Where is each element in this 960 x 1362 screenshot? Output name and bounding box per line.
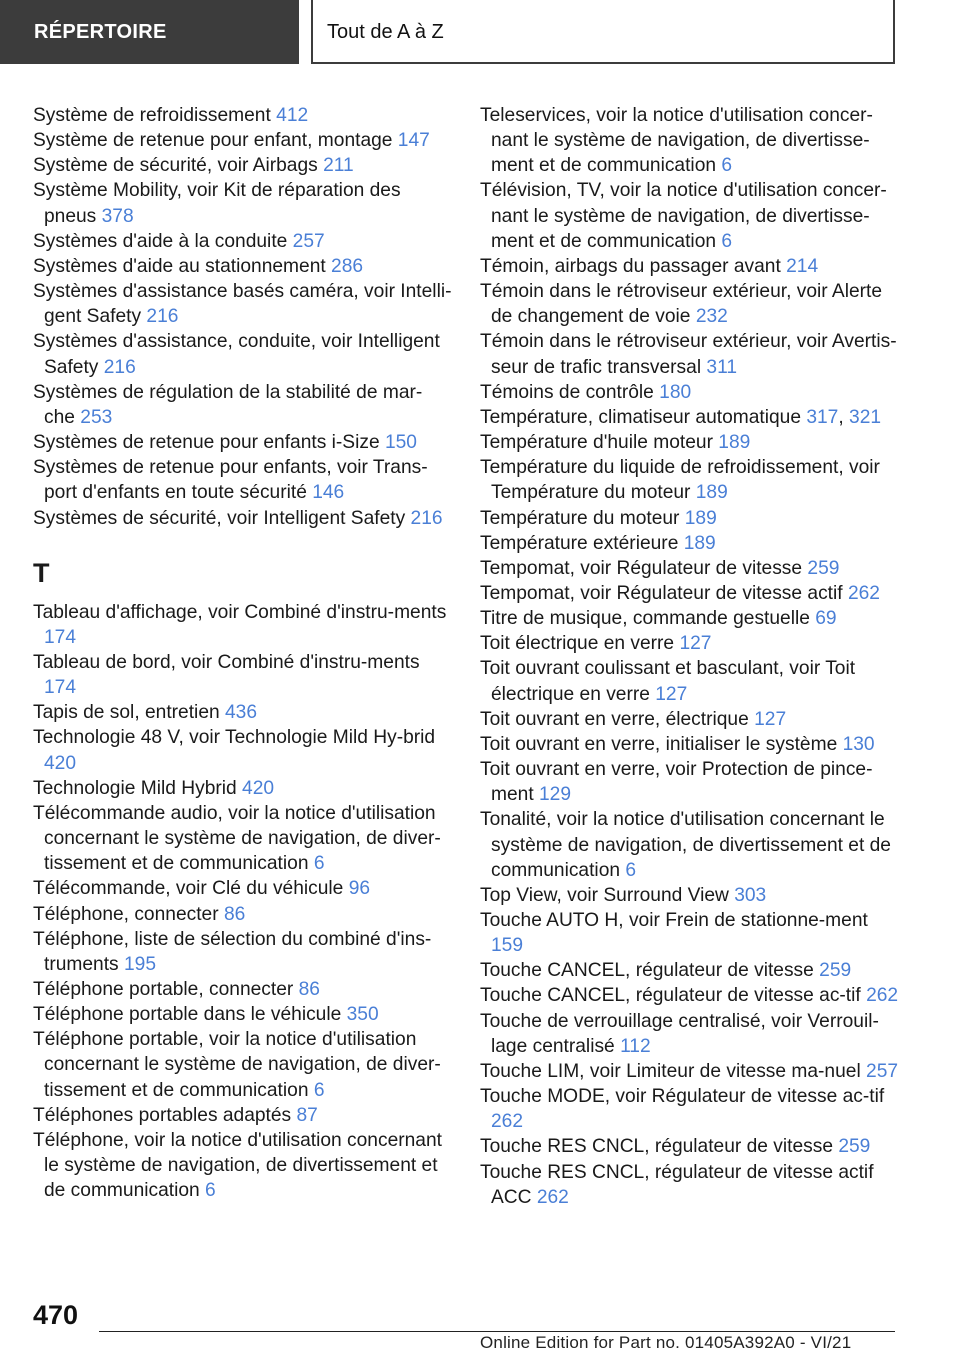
index-entry bbox=[33, 977, 453, 1002]
entry-text: Téléphone, connecter bbox=[33, 903, 224, 925]
index-column-left bbox=[33, 103, 453, 1203]
entry-text: Téléphones portables adaptés bbox=[33, 1104, 297, 1126]
entry-text: Tempomat, voir Régulateur de vitesse bbox=[480, 557, 808, 579]
page-reference-link[interactable]: 262 bbox=[866, 985, 899, 1007]
entry-text: Touche CANCEL, régulateur de vitesse ac-tif bbox=[480, 985, 867, 1007]
index-entry bbox=[480, 732, 900, 757]
index-entry bbox=[480, 883, 900, 908]
entry-text: Température extérieure bbox=[480, 532, 684, 554]
page-header bbox=[0, 0, 960, 66]
index-entry bbox=[33, 329, 453, 379]
footer-edition: Online Edition for Part no. 01405A392A0 - VI/21 bbox=[480, 1333, 852, 1352]
index-entry bbox=[33, 1128, 453, 1203]
index-entry bbox=[480, 707, 900, 732]
index-entry bbox=[480, 405, 900, 430]
entry-text: Systèmes de retenue pour enfants i-Size bbox=[33, 432, 385, 454]
entry-text: Température, climatiseur automatique bbox=[480, 406, 807, 428]
entry-text: Température du moteur bbox=[480, 507, 685, 529]
page-reference-link[interactable]: 262 bbox=[847, 582, 880, 604]
index-entry bbox=[480, 506, 900, 531]
index-entry bbox=[33, 927, 453, 977]
index-entry bbox=[33, 178, 453, 228]
page-reference-link[interactable]: 87 bbox=[296, 1104, 318, 1126]
page-reference-link[interactable]: 180 bbox=[659, 381, 692, 403]
entry-text: Touche RES CNCL, régulateur de vitesse actif ACC bbox=[480, 1161, 874, 1208]
entry-text: Systèmes d'assistance basés caméra, voir Intelli-gent Safety bbox=[33, 281, 452, 328]
entry-text: Système de retenue pour enfant, montage bbox=[33, 130, 398, 152]
page-reference-link[interactable]: 378 bbox=[101, 205, 134, 227]
index-entry bbox=[33, 902, 453, 927]
entry-text: Témoin dans le rétroviseur extérieur, voir Avertis-seur de trafic transversal bbox=[480, 331, 897, 378]
page-reference-link[interactable]: 174 bbox=[44, 677, 77, 699]
page-reference-link[interactable]: 350 bbox=[346, 1004, 379, 1026]
entry-group-left-top bbox=[33, 103, 453, 531]
page-reference-link[interactable]: 259 bbox=[807, 557, 840, 579]
index-entry bbox=[33, 229, 453, 254]
entry-text: Systèmes de retenue pour enfants, voir Trans-port d'enfants en toute sécurité bbox=[33, 457, 428, 504]
index-entry bbox=[33, 1103, 453, 1128]
page-reference-link[interactable]: 129 bbox=[539, 784, 572, 806]
index-entry bbox=[33, 600, 453, 650]
index-entry bbox=[480, 254, 900, 279]
index-entry bbox=[33, 128, 453, 153]
page-reference-link[interactable]: 86 bbox=[298, 979, 320, 1000]
index-entry bbox=[480, 983, 900, 1008]
entry-text: Tapis de sol, entretien bbox=[33, 702, 225, 724]
subsection-tab[interactable]: Tout de A à Z bbox=[311, 0, 895, 64]
index-entry bbox=[33, 455, 453, 505]
entry-text: Top View, voir Surround View bbox=[480, 884, 735, 906]
page-reference-link[interactable]: 174 bbox=[44, 626, 77, 648]
section-tab[interactable]: RÉPERTOIRE bbox=[0, 0, 299, 64]
page-reference-link[interactable]: 127 bbox=[655, 683, 688, 705]
index-entry bbox=[480, 430, 900, 455]
page-reference-link[interactable]: 195 bbox=[123, 953, 156, 975]
index-entry bbox=[480, 606, 900, 631]
entry-text: Systèmes de régulation de la stabilité de mar-che bbox=[33, 381, 423, 428]
entry-text: Système Mobility, voir Kit de réparation des pneus bbox=[33, 180, 401, 227]
page-reference-link[interactable]: 112 bbox=[620, 1035, 651, 1057]
entry-text: Téléphone portable dans le véhicule bbox=[33, 1004, 347, 1026]
page-reference-link[interactable]: 321 bbox=[849, 406, 882, 428]
entry-text: Technologie 48 V, voir Technologie Mild Hy-brid bbox=[33, 727, 436, 749]
entry-text: Systèmes d'assistance, conduite, voir Intelligent Safety bbox=[33, 331, 440, 378]
entry-text: Téléphone portable, voir la notice d'utilisation concernant le système de navigation, de diver-tissement et de communication bbox=[33, 1029, 441, 1101]
entry-text: Télécommande, voir Clé du véhicule bbox=[33, 878, 349, 900]
page-reference-link[interactable]: 146 bbox=[312, 482, 345, 504]
entry-text: Température d'huile moteur bbox=[480, 432, 719, 454]
index-entry bbox=[480, 556, 900, 581]
page-reference-link[interactable]: 311 bbox=[706, 356, 738, 378]
entry-text: Télévision, TV, voir la notice d'utilisation concer-nant le système de navigation, de divertisse-ment et de communication bbox=[480, 180, 887, 252]
entry-text: Touche MODE, voir Régulateur de vitesse ac-tif bbox=[480, 1086, 885, 1108]
page-reference-link[interactable]: 257 bbox=[866, 1060, 899, 1082]
page-reference-link[interactable]: 420 bbox=[44, 752, 77, 774]
page-number: 470 bbox=[33, 1300, 79, 1330]
index-entry bbox=[33, 700, 453, 725]
entry-text: Témoin dans le rétroviseur extérieur, voir Alerte de changement de voie bbox=[480, 281, 883, 328]
index-entry bbox=[480, 631, 900, 656]
index-entry bbox=[33, 380, 453, 430]
page-reference-link[interactable]: 286 bbox=[331, 255, 364, 277]
page-reference-link[interactable]: 189 bbox=[718, 432, 751, 454]
entry-text: Téléphone portable, connecter bbox=[33, 979, 299, 1000]
entry-text: Témoins de contrôle bbox=[480, 381, 660, 403]
index-entry bbox=[33, 776, 453, 801]
entry-text: Tableau de bord, voir Combiné d'instru-ments bbox=[33, 651, 420, 673]
page-reference-link[interactable]: 262 bbox=[491, 1111, 524, 1133]
index-entry bbox=[33, 801, 453, 876]
page-reference-link[interactable]: 6 bbox=[721, 230, 733, 252]
index-entry bbox=[33, 650, 453, 700]
page-reference-link[interactable]: 96 bbox=[348, 878, 371, 900]
index-entry bbox=[33, 279, 453, 329]
page-reference-link[interactable]: 216 bbox=[146, 306, 179, 328]
index-entry bbox=[480, 1059, 900, 1084]
entry-text: Toit ouvrant en verre, voir Protection de pince-ment bbox=[480, 759, 873, 806]
entry-text: Touche de verrouillage centralisé, voir Verrouil-lage centralisé bbox=[480, 1010, 879, 1057]
index-entry bbox=[480, 329, 900, 379]
index-entry bbox=[480, 656, 900, 706]
index-entry bbox=[33, 876, 453, 901]
page-reference-link[interactable]: 303 bbox=[734, 884, 767, 906]
page-reference-link[interactable]: 189 bbox=[695, 482, 728, 504]
page-reference-link[interactable]: 127 bbox=[679, 633, 712, 655]
index-entry bbox=[33, 254, 453, 279]
page-reference-link[interactable]: 436 bbox=[225, 702, 258, 724]
index-entry bbox=[480, 380, 900, 405]
entry-text: Tempomat, voir Régulateur de vitesse actif bbox=[480, 582, 848, 604]
page-reference-link[interactable]: 69 bbox=[815, 608, 837, 630]
page-reference-link[interactable]: 232 bbox=[695, 306, 728, 328]
page-reference-link[interactable]: 147 bbox=[397, 130, 430, 152]
index-entry bbox=[480, 908, 900, 958]
index-entry bbox=[33, 506, 453, 531]
section-letter: T bbox=[33, 557, 50, 588]
entry-text: Témoin, airbags du passager avant bbox=[480, 255, 787, 277]
index-entry bbox=[480, 1134, 900, 1159]
index-entry bbox=[480, 178, 900, 253]
entry-text: Systèmes de sécurité, voir Intelligent Safety bbox=[33, 507, 411, 529]
page-reference-link[interactable]: 259 bbox=[819, 960, 852, 982]
index-entry bbox=[480, 1009, 900, 1059]
entry-text: Télécommande audio, voir la notice d'utilisation concernant le système de navigation, de diver-tissement et de communication bbox=[33, 802, 441, 875]
entry-text: Touche CANCEL, régulateur de vitesse bbox=[480, 960, 820, 982]
entry-group-left-bottom bbox=[33, 600, 453, 1204]
index-entry bbox=[480, 1160, 900, 1210]
page-reference-link[interactable]: 6 bbox=[625, 859, 637, 881]
index-entry bbox=[480, 581, 900, 606]
index-entry bbox=[480, 455, 900, 505]
entry-text: Système de sécurité, voir Airbags bbox=[33, 155, 324, 177]
page-reference-link[interactable]: 216 bbox=[103, 356, 136, 378]
page-reference-link[interactable]: 159 bbox=[491, 935, 524, 957]
page-reference-link[interactable]: 262 bbox=[536, 1186, 569, 1208]
page-reference-link[interactable]: 216 bbox=[410, 507, 443, 529]
index-entry bbox=[480, 531, 900, 556]
page-reference-link[interactable]: 6 bbox=[205, 1180, 216, 1202]
entry-text: , bbox=[838, 406, 850, 428]
page-reference-link[interactable]: 6 bbox=[721, 155, 733, 177]
page-reference-link[interactable]: 214 bbox=[786, 255, 819, 277]
entry-text: Toit ouvrant en verre, initialiser le système bbox=[480, 733, 843, 755]
entry-text: Touche LIM, voir Limiteur de vitesse ma-nuel bbox=[480, 1060, 867, 1082]
entry-text: Systèmes d'aide à la conduite bbox=[33, 230, 293, 252]
page-reference-link[interactable]: 253 bbox=[80, 406, 113, 428]
index-column-right bbox=[480, 103, 900, 1210]
page-reference-link[interactable]: 6 bbox=[313, 1079, 325, 1101]
page-reference-link[interactable]: 127 bbox=[754, 708, 787, 730]
index-entry bbox=[33, 1027, 453, 1102]
page-reference-link[interactable]: 257 bbox=[292, 230, 325, 252]
index-entry bbox=[480, 757, 900, 807]
entry-text: Tonalité, voir la notice d'utilisation concernant le système de navigation, de divertissement et de communication bbox=[480, 809, 891, 881]
page-reference-link[interactable]: 420 bbox=[242, 777, 275, 799]
page-reference-link[interactable]: 259 bbox=[838, 1136, 871, 1158]
entry-text: Toit ouvrant en verre, électrique bbox=[480, 708, 755, 730]
entry-text: Titre de musique, commande gestuelle bbox=[480, 608, 816, 630]
index-entry bbox=[33, 153, 453, 178]
index-entry bbox=[33, 1002, 453, 1027]
entry-text: Système de refroidissement bbox=[33, 105, 277, 126]
page-reference-link[interactable]: 211 bbox=[323, 155, 354, 177]
entry-text: Touche RES CNCL, régulateur de vitesse bbox=[480, 1136, 839, 1158]
entry-text: Tableau d'affichage, voir Combiné d'instru-ments bbox=[33, 601, 447, 623]
index-entry bbox=[33, 430, 453, 455]
page-reference-link[interactable]: 317 bbox=[806, 406, 839, 428]
entry-text: Teleservices, voir la notice d'utilisation concer-nant le système de navigation, de divertisse-ment et de communication bbox=[480, 105, 873, 177]
page-reference-link[interactable]: 6 bbox=[313, 853, 325, 875]
index-entry bbox=[480, 958, 900, 983]
entry-text: Téléphone, voir la notice d'utilisation concernant le système de navigation, de divertissement et de communication bbox=[33, 1129, 442, 1202]
entry-text: Toit ouvrant coulissant et basculant, voir Toit électrique en verre bbox=[480, 658, 856, 705]
page-reference-link[interactable]: 86 bbox=[223, 903, 246, 925]
index-entry bbox=[33, 103, 453, 128]
entry-text: Téléphone, liste de sélection du combiné d'ins-truments bbox=[33, 928, 432, 975]
index-entry bbox=[480, 103, 900, 178]
entry-text: Toit électrique en verre bbox=[480, 633, 680, 655]
page-reference-link[interactable]: 189 bbox=[683, 532, 716, 554]
entry-text: Technologie Mild Hybrid bbox=[33, 777, 243, 799]
page-reference-link[interactable]: 130 bbox=[842, 733, 875, 755]
entry-text: Systèmes d'aide au stationnement bbox=[33, 255, 332, 277]
page-reference-link[interactable]: 412 bbox=[276, 105, 309, 126]
index-entry bbox=[480, 279, 900, 329]
entry-text: Température du liquide de refroidissement, voir Température du moteur bbox=[480, 457, 880, 504]
index-entry bbox=[33, 725, 453, 775]
index-entry bbox=[480, 807, 900, 882]
entry-text: Touche AUTO H, voir Frein de stationne-ment bbox=[480, 910, 868, 931]
page-reference-link[interactable]: 189 bbox=[684, 507, 717, 529]
page-reference-link[interactable]: 150 bbox=[384, 432, 417, 454]
footer-divider bbox=[99, 1331, 895, 1332]
index-entry bbox=[480, 1084, 900, 1134]
